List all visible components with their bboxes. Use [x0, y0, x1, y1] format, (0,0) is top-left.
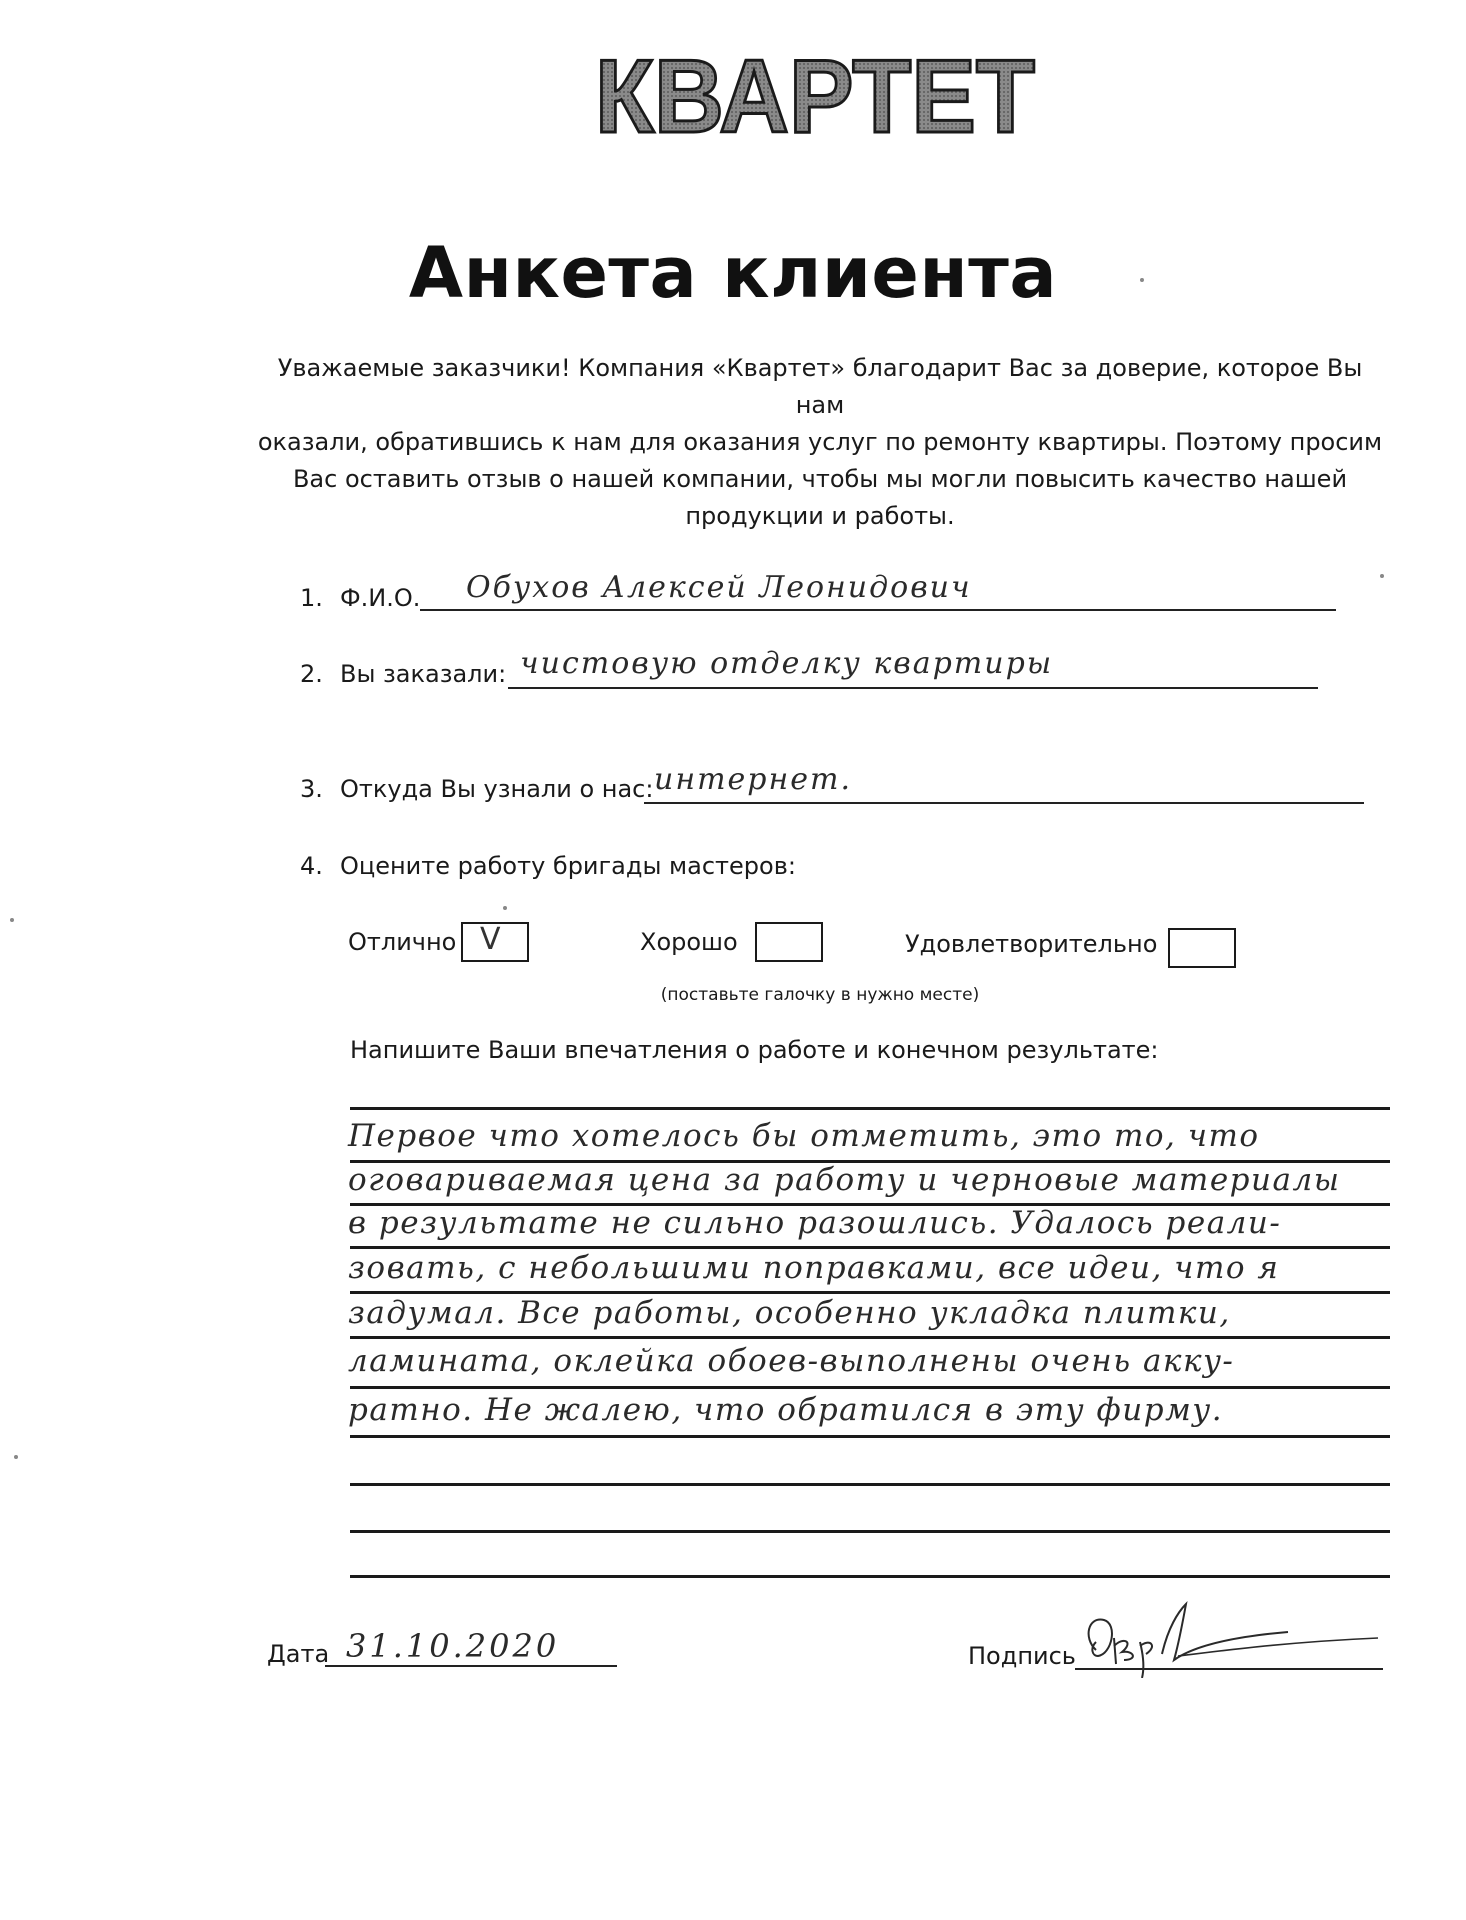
scan-speck	[14, 1455, 18, 1459]
intro-line: Вас оставить отзыв о нашей компании, чтобы мы могли повысить качество нашей	[292, 465, 1348, 493]
date-value[interactable]: 31.10.2020	[346, 1627, 560, 1665]
date-label: Дата	[267, 1640, 330, 1668]
impression-text-line: оговариваемая цена за работу и черновые материалы	[348, 1162, 1341, 1198]
writing-line	[350, 1575, 1390, 1578]
writing-line	[350, 1530, 1390, 1533]
intro-paragraph	[250, 350, 1390, 535]
page-title: Анкета клиента	[408, 232, 1058, 314]
answer-underline	[508, 687, 1318, 689]
company-logo	[590, 46, 1040, 146]
writing-line	[350, 1386, 1390, 1389]
intro-line: оказали, обратившись к нам для оказания услуг по ремонту квартиры. Поэтому просим	[257, 428, 1383, 456]
writing-line	[350, 1107, 1390, 1110]
intro-line: Уважаемые заказчики! Компания «Квартет» благодарит Вас за доверие, которое Вы нам	[277, 354, 1363, 419]
impression-text-line: в результате не сильно разошлись. Удалось реали-	[348, 1205, 1282, 1241]
answer-underline	[644, 802, 1364, 804]
writing-line	[350, 1291, 1390, 1294]
question-number: 3.	[300, 775, 323, 803]
impression-text-line: зовать, с небольшими поправками, все идеи, что я	[348, 1250, 1280, 1286]
answer-full-name[interactable]: Обухов Алексей Леонидович	[466, 570, 972, 605]
answer-source[interactable]: интернет.	[654, 762, 852, 797]
question-1	[300, 582, 420, 614]
question-3	[300, 773, 653, 805]
rating-hint: (поставьте галочку в нужно месте)	[660, 985, 980, 1005]
writing-line	[350, 1435, 1390, 1438]
writing-line	[350, 1336, 1390, 1339]
impression-text-line: Первое что хотелось бы отметить, это то, что	[348, 1118, 1260, 1154]
question-label: Вы заказали:	[340, 660, 507, 688]
impressions-label: Напишите Ваши впечатления о работе и конечном результате:	[350, 1036, 1159, 1064]
handwritten-signature	[1078, 1598, 1388, 1678]
scan-speck	[10, 918, 14, 922]
question-4	[300, 850, 796, 882]
question-label: Откуда Вы узнали о нас:	[340, 775, 654, 803]
question-number: 1.	[300, 584, 323, 612]
date-underline	[325, 1665, 617, 1667]
impression-text-line: задумал. Все работы, особенно укладка плитки,	[348, 1295, 1231, 1331]
rating-label-excellent: Отлично	[348, 928, 457, 956]
question-2	[300, 658, 506, 690]
svg-text:КВАРТЕТ: КВАРТЕТ	[595, 46, 1035, 146]
scan-speck	[1380, 574, 1384, 578]
question-label: Ф.И.О.	[340, 584, 421, 612]
question-number: 2.	[300, 660, 323, 688]
intro-line: продукции и работы.	[685, 502, 955, 530]
question-number: 4.	[300, 852, 323, 880]
rating-label-satisfactory: Удовлетворительно	[905, 930, 1158, 958]
rating-label-good: Хорошо	[640, 928, 738, 956]
scan-speck	[1140, 278, 1144, 282]
rating-checkbox-good[interactable]	[755, 922, 823, 962]
impression-text-line: ламината, оклейка обоев-выполнены очень акку-	[348, 1343, 1235, 1379]
writing-line	[350, 1483, 1390, 1486]
scan-speck	[503, 906, 507, 910]
answer-underline	[420, 609, 1336, 611]
question-label: Оцените работу бригады мастеров:	[340, 852, 796, 880]
signature-label: Подпись	[968, 1642, 1076, 1670]
answer-order[interactable]: чистовую отделку квартиры	[520, 646, 1054, 681]
impression-text-line: ратно. Не жалею, что обратился в эту фирму.	[348, 1392, 1224, 1428]
rating-checkbox-satisfactory[interactable]	[1168, 928, 1236, 968]
writing-line	[350, 1246, 1390, 1249]
checkmark: V	[480, 922, 501, 957]
